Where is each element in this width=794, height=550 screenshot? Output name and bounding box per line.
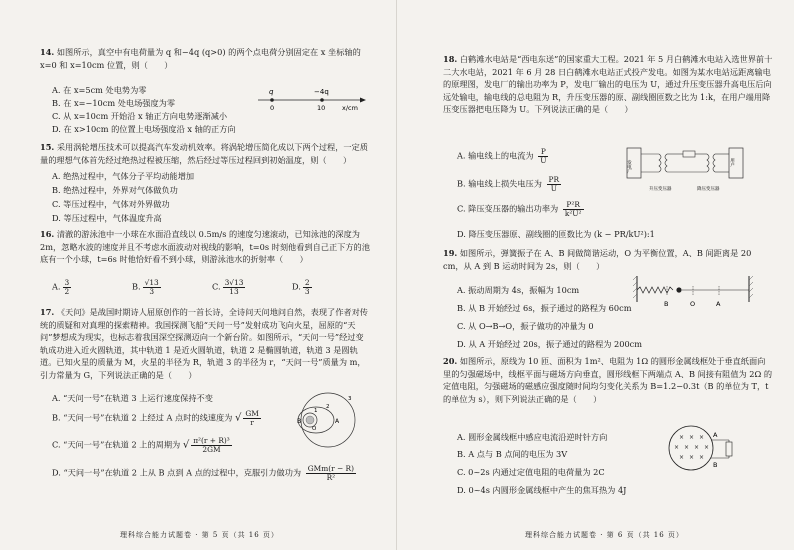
- svg-text:×: ×: [694, 444, 700, 451]
- q16-option-d: D. $\frac{2}{3}$: [292, 278, 310, 296]
- q16-options-row: [52, 276, 372, 298]
- q14-option-c: C. 从 x=10cm 开始沿 x 轴正方向电势逐渐减小: [52, 111, 228, 121]
- q19-option-c: C. 从 O→B→O，振子做功的冲量为 0: [457, 321, 594, 331]
- q18-label-plant: 发电厂: [626, 160, 632, 174]
- q14-charge-axis-figure: [252, 84, 372, 112]
- question-18-text: 白鹤滩水电站是“西电东送”的国家重大工程。2021 年 5 月白鹤滩水电站入选世界前十二大水电站，2021 年 6 月 28 日白鹤滩水电站正式投产发电。如图为某水电站远距离输电的原理图，发电厂的输出功率为 P，发电厂输出的电压为 U，通过升压变压器升高电压后向远处输电，输电线的总电阻为 R，升压变压器的原、副线圈匝数之比为 1:k，在用户端用降压变压器把电压降为 U。下列说法正确的是（ ）: [443, 54, 773, 115]
- question-18-number: 18.: [443, 54, 458, 64]
- q15-option-b: B. 绝热过程中，外界对气体做负功: [52, 185, 178, 195]
- q20-option-c: C. 0~2s 内通过定值电阻的电荷量为 2C: [457, 467, 605, 477]
- q16-a-denominator: 2: [64, 287, 70, 296]
- q17-option-b: B. “天问一号”在轨道 2 上经过 A 点时的线速度为 √ $\frac{GM}{r}$: [52, 409, 259, 427]
- svg-text:×: ×: [674, 444, 680, 451]
- question-17-text: 《天问》是战国时期诗人屈原创作的一首长诗，全诗问天问地问自然，表现了作者对传统的质疑和对真理的探索精神。我国探测飞船“天问一号”发射成功飞向火星，屈原的“天问”梦想成为现实，也标志着我国深空探测迈向一个新台阶。如图所示，“天问一号”经过变轨成功进入近火圆轨道，其中轨道 1 是近火圆轨道，轨道 2 是椭圆轨道，轨道 3 是圆轨道。已知火星的质量为 M，火星的半径为 R，轨道 3 的半径为 r，“天问一号”质量为 m，引力常量为 G，下列说法正确的是（ ）: [40, 307, 368, 380]
- question-14-stem: [40, 46, 370, 71]
- q19-label-a: A: [716, 300, 721, 308]
- q20-label-b: B: [713, 461, 718, 469]
- svg-text:×: ×: [689, 454, 695, 461]
- question-20-number: 20.: [443, 356, 458, 366]
- question-16-number: 16.: [40, 229, 55, 239]
- right-page: [397, 0, 794, 550]
- q17-label-orbit2: 2: [326, 404, 330, 410]
- q14-option-d: D. 在 x>10cm 的位置上电场强度沿 x 轴的正方向: [52, 124, 236, 134]
- svg-text:×: ×: [679, 434, 685, 441]
- q14-label-zero: 0: [270, 104, 275, 112]
- q16-option-c: C. $\frac{3√13}{13}$: [212, 278, 244, 296]
- q20-option-d: D. 0~4s 内圆形金属线框中产生的焦耳热为 4J: [457, 485, 627, 495]
- q19-spring-figure: [631, 272, 757, 312]
- question-19-text: 如图所示，弹簧振子在 A、B 间做简谐运动，O 为平衡位置，A、B 间距离是 20 cm，从 A 到 B 运动时间为 2s，则（ ）: [443, 248, 752, 271]
- q17-orbit-figure: [296, 388, 374, 452]
- question-16-stem: [40, 228, 370, 266]
- question-15-stem: [40, 141, 370, 166]
- q15-option-d: D. 等压过程中，气体温度升高: [52, 213, 162, 223]
- q19-label-b: B: [664, 300, 669, 308]
- right-page-footer: 理科综合能力试题卷 · 第 6 页（共 16 页）: [525, 531, 684, 539]
- q20-label-a: A: [713, 431, 718, 439]
- q14-axis-label: x/cm: [342, 104, 358, 112]
- svg-text:×: ×: [699, 434, 705, 441]
- q17-label-orbit3: 3: [348, 396, 352, 402]
- q20-option-a: A. 圆形金属线框中感应电流沿逆时针方向: [457, 432, 608, 442]
- q16-c-numerator: 3√13: [224, 278, 244, 287]
- svg-text:×: ×: [689, 434, 695, 441]
- q18-label-user: 用户: [729, 158, 735, 167]
- question-14-number: 14.: [40, 47, 55, 57]
- q14-option-b: B. 在 x=−10cm 处电场强度为零: [52, 98, 176, 108]
- q14-label-ten: 10: [317, 104, 326, 112]
- svg-text:×: ×: [679, 454, 685, 461]
- q20-option-b: B. A 点与 B 点间的电压为 3V: [457, 449, 568, 459]
- q16-d-numerator: 2: [304, 278, 310, 287]
- q14-option-a: A. 在 x=5cm 处电势为零: [52, 85, 147, 95]
- question-16-text: 清澈的游泳池中一小球在水面沿直线以 0.5m/s 的速度匀速滚动，已知泳池的深度为 2m，忽略水波的速度并且不考虑水面波动对视线的影响，t=0s 时刻他看到自己正下方的池底有一个小球，t=6s 时他恰好看不到小球，则游泳池水的折射率（ ）: [40, 229, 370, 265]
- q18-label-step-down: 降压变压器: [697, 187, 720, 192]
- q15-option-c: C. 等压过程中，气体对外界做功: [52, 199, 170, 209]
- q17-label-a: A: [335, 418, 340, 425]
- q16-option-a: A. $\frac{3}{2}$: [52, 278, 70, 296]
- q18-transmission-figure: [625, 134, 751, 214]
- question-20-text: 如图所示，原线为 10 匝、面积为 1m²、电阻为 1Ω 的圆形金属线框处于垂直纸面向里的匀强磁场中，线框平面与磁场方向垂直，圆形线框下两端点 A、B 间接有阻值为 2Ω 的定值电阻，匀强磁场的磁感应强度随时间均匀变化关系为 B=1.2−0.3t（B 的单位为 T，t 的单位为 s），则下列说法正确的是（ ）: [443, 356, 773, 404]
- question-17-stem: [40, 306, 370, 382]
- q17-option-c: C. “天问一号”在轨道 2 上的周期为 √ $\frac{\text{π²(r + R)³}}{2GM}$: [52, 436, 230, 454]
- svg-text:×: ×: [684, 444, 690, 451]
- question-14-text: 如图所示，真空中有电荷量为 q 和−4q (q>0) 的两个点电荷分别固定在 x 坐标轴的 x=0 和 x=10cm 位置，则（ ）: [40, 47, 361, 70]
- q18-option-b: B. 输电线上损失电压为 $\frac{PR}{U}$: [457, 175, 560, 193]
- q16-option-b: B. $\frac{√13}{3}$: [132, 278, 159, 296]
- q18-option-c: C. 降压变压器的输出功率为 $\frac{\text{P²R}}{\text{k²U²}}$: [457, 200, 582, 218]
- q18-label-step-up: 升压变压器: [649, 187, 672, 192]
- q17-label-orbit1: 1: [314, 408, 318, 414]
- q16-b-numerator: √13: [144, 278, 159, 287]
- question-15-number: 15.: [40, 142, 55, 152]
- q16-d-denominator: 3: [304, 287, 310, 296]
- question-18-stem: [443, 53, 773, 116]
- q19-option-a: A. 振动周期为 4s，振幅为 10cm: [457, 285, 580, 295]
- q17-label-b: B: [297, 418, 302, 425]
- q15-option-a: A. 绝热过程中，气体分子平均动能增加: [52, 171, 195, 181]
- q17-option-d: D. “天问一号”在轨道 2 上从 B 点到 A 点的过程中，克服引力做功为 $\frac{\text{GMm(r − R)}}{\text{R²}}$: [52, 464, 354, 482]
- q16-a-numerator: 3: [64, 278, 70, 287]
- svg-text:×: ×: [704, 444, 710, 451]
- q19-option-b: B. 从 B 开始经过 6s，振子通过的路程为 60cm: [457, 303, 632, 313]
- q16-b-denominator: 3: [149, 287, 155, 296]
- q14-label-minus4q: −4q: [314, 88, 329, 96]
- q17-option-a: A. “天问一号”在轨道 3 上运行速度保持不变: [52, 393, 213, 403]
- svg-text:×: ×: [699, 454, 705, 461]
- question-19-number: 19.: [443, 248, 458, 258]
- q18-option-a: A. 输电线上的电流为 $\frac{P}{U}$: [457, 147, 547, 165]
- q19-label-o: O: [690, 300, 696, 308]
- q16-c-denominator: 13: [229, 287, 239, 296]
- q20-coil-figure: [659, 420, 755, 480]
- question-17-number: 17.: [40, 307, 55, 317]
- q14-label-q: q: [269, 88, 274, 96]
- left-page-footer: 理科综合能力试题卷 · 第 5 页（共 16 页）: [120, 531, 279, 539]
- question-15-text: 采用涡轮增压技术可以提高汽车发动机效率。将涡轮增压简化成以下两个过程，一定质量的理想气体首先经过绝热过程被压缩，然后经过等压过程回到初始温度，则（ ）: [40, 142, 368, 165]
- question-20-stem: [443, 355, 773, 405]
- q19-option-d: D. 从 A 开始经过 20s，振子通过的路程为 200cm: [457, 339, 643, 349]
- question-19-stem: [443, 247, 773, 272]
- q18-option-d: D. 降压变压器原、副线圈的匝数比为 (k − PR/kU²):1: [457, 229, 655, 239]
- q17-label-o: O: [312, 426, 317, 432]
